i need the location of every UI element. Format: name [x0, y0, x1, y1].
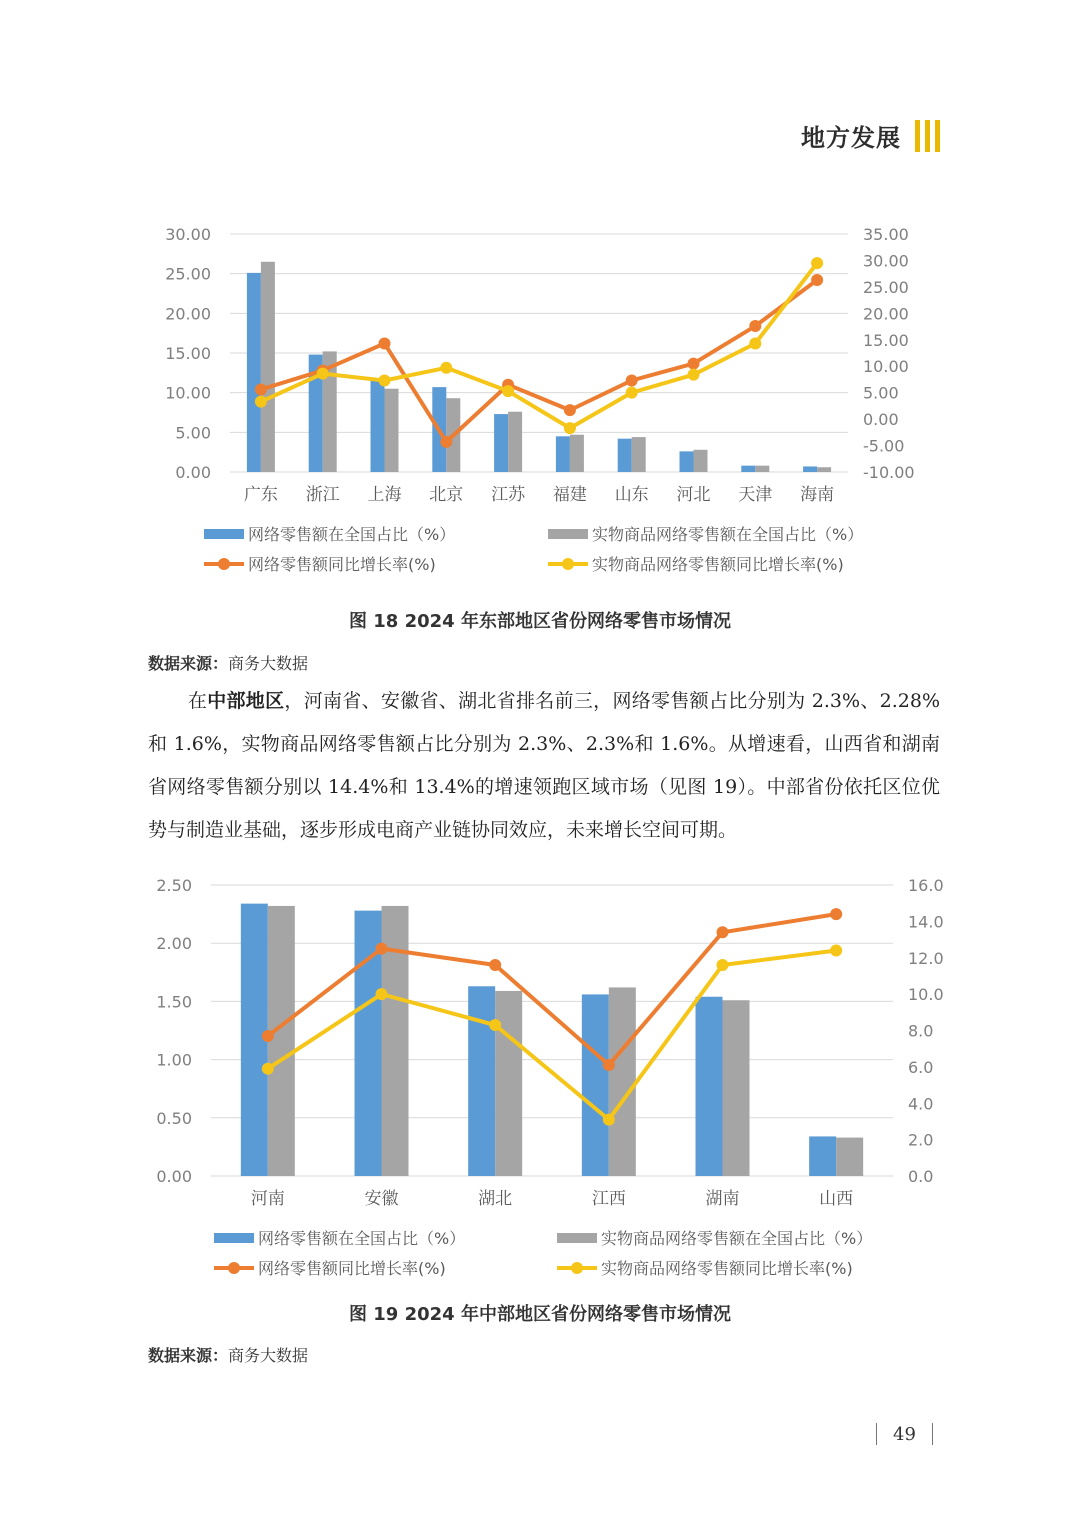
point-physical-goods-growth: [564, 422, 576, 434]
legend-swatch-marker: [571, 1262, 583, 1274]
line-online-retail-growth: [268, 914, 836, 1065]
bar-physical-goods-share: [694, 450, 708, 472]
line-physical-goods-growth: [261, 263, 817, 428]
bar-physical-goods-share: [632, 437, 646, 472]
bar-online-retail-share: [494, 414, 508, 472]
legend-label: 实物商品网络零售额同比增长率(%): [601, 1259, 853, 1278]
legend-label: 实物商品网络零售额在全国占比（%）: [592, 525, 864, 544]
point-physical-goods-growth: [717, 959, 729, 971]
point-physical-goods-growth: [376, 988, 388, 1000]
point-online-retail-growth: [830, 908, 842, 920]
bar-physical-goods-share: [723, 1000, 750, 1176]
y-left-tick-label: 0.50: [156, 1108, 192, 1128]
y-right-tick-label: -10.00: [863, 463, 915, 482]
x-category-label: 广东: [243, 485, 278, 505]
point-online-retail-growth: [626, 375, 638, 387]
point-online-retail-growth: [717, 926, 729, 938]
legend-swatch-marker: [218, 558, 230, 570]
page-number-value: 49: [893, 1423, 916, 1445]
bar-online-retail-share: [468, 986, 495, 1176]
bar-online-retail-share: [809, 1136, 836, 1176]
x-category-label: 海南: [800, 485, 835, 505]
point-physical-goods-growth: [440, 362, 452, 374]
data-source-label: 数据来源：: [148, 1346, 229, 1365]
legend-swatch: [557, 1233, 597, 1243]
y-right-tick-label: 10.0: [908, 985, 944, 1005]
bar-online-retail-share: [371, 381, 385, 472]
x-category-label: 北京: [429, 485, 464, 505]
bar-physical-goods-share: [261, 262, 275, 472]
point-online-retail-growth: [255, 383, 267, 395]
bar-online-retail-share: [803, 466, 817, 472]
point-online-retail-growth: [440, 436, 452, 448]
x-category-label: 江西: [591, 1189, 626, 1209]
legend-label: 网络零售额同比增长率(%): [248, 555, 436, 574]
page-number-divider-left: [876, 1423, 877, 1445]
y-right-tick-label: 20.00: [863, 304, 909, 324]
bar-physical-goods-share: [268, 906, 295, 1176]
x-category-label: 湖南: [705, 1189, 740, 1209]
x-category-label: 浙江: [305, 485, 340, 505]
y-right-tick-label: 10.00: [863, 357, 909, 377]
y-right-tick-label: -5.00: [863, 436, 905, 456]
bar-online-retail-share: [741, 466, 755, 472]
bar-physical-goods-share: [836, 1138, 863, 1176]
chart-central-svg: [0, 868, 1080, 1293]
point-online-retail-growth: [811, 274, 823, 286]
x-category-label: 湖北: [478, 1189, 513, 1209]
bar-online-retail-share: [556, 436, 570, 472]
legend-label: 网络零售额在全国占比（%）: [258, 1229, 466, 1248]
bar-online-retail-share: [618, 439, 632, 472]
legend-label: 实物商品网络零售额同比增长率(%): [592, 555, 844, 574]
y-left-tick-label: 25.00: [165, 264, 211, 284]
x-category-label: 上海: [367, 485, 402, 505]
y-left-tick-label: 0.00: [175, 463, 211, 482]
y-left-tick-label: 20.00: [165, 304, 211, 324]
point-online-retail-growth: [749, 320, 761, 332]
x-category-label: 河北: [676, 485, 711, 505]
point-online-retail-growth: [489, 959, 501, 971]
y-left-tick-label: 30.00: [165, 225, 211, 244]
y-right-tick-label: 0.0: [908, 1167, 934, 1186]
y-right-tick-label: 0.00: [863, 410, 899, 430]
data-source-value: 商务大数据: [228, 654, 309, 673]
y-left-tick-label: 5.00: [175, 423, 211, 443]
point-online-retail-growth: [603, 1059, 615, 1071]
y-right-tick-label: 4.0: [908, 1094, 934, 1114]
paragraph-rest: ，河南省、安徽省、湖北省排名前三，网络零售额占比分别为 2.3%、2.28%和 1.6%，实物商品网络零售额占比分别为 2.3%、2.3%和 1.6%。从增速看，山西省和湖南省网络零售额分别以 14.4%和 13.4%的增速领跑区域市场（见图 19）。中部省份依托区位优势与制造业基础，逐步形成电商产业链协同效应，未来增长空间可期。: [148, 690, 940, 841]
point-online-retail-growth: [376, 943, 388, 955]
chart-eastern-provinces: [0, 210, 1080, 604]
bar-physical-goods-share: [385, 389, 399, 472]
legend-label: 网络零售额同比增长率(%): [258, 1259, 446, 1278]
figure-18-caption: 图 18 2024 年东部地区省份网络零售市场情况: [349, 611, 731, 632]
point-physical-goods-growth: [688, 369, 700, 381]
x-category-label: 安徽: [364, 1189, 399, 1209]
point-physical-goods-growth: [811, 257, 823, 269]
paragraph-lead: 在: [187, 690, 208, 712]
bar-online-retail-share: [680, 451, 694, 472]
section-header: [801, 118, 940, 153]
y-right-tick-label: 16.0: [908, 876, 944, 895]
point-physical-goods-growth: [317, 368, 329, 380]
point-physical-goods-growth: [603, 1114, 615, 1126]
point-online-retail-growth: [262, 1030, 274, 1042]
y-left-tick-label: 2.00: [156, 934, 192, 954]
point-physical-goods-growth: [489, 1019, 501, 1031]
point-physical-goods-growth: [626, 387, 638, 399]
y-right-tick-label: 15.00: [863, 330, 909, 350]
x-category-label: 江苏: [491, 485, 526, 505]
data-source-value: 商务大数据: [228, 1346, 309, 1365]
y-right-tick-label: 6.0: [908, 1057, 934, 1077]
bar-physical-goods-share: [495, 991, 522, 1176]
data-source-18: [148, 651, 308, 674]
page-number-divider-right: [932, 1423, 933, 1445]
paragraph-bold: 中部地区: [207, 690, 285, 712]
body-paragraph: [148, 680, 940, 852]
y-left-tick-label: 0.00: [156, 1167, 192, 1186]
y-left-tick-label: 15.00: [165, 344, 211, 363]
bar-physical-goods-share: [570, 435, 584, 472]
y-right-tick-label: 5.00: [863, 383, 899, 403]
data-source-19: [148, 1343, 308, 1366]
x-category-label: 福建: [552, 485, 587, 505]
x-category-label: 山西: [819, 1189, 854, 1209]
line-online-retail-growth: [261, 280, 817, 442]
point-online-retail-growth: [688, 358, 700, 370]
y-left-tick-label: 1.50: [156, 992, 192, 1012]
bar-physical-goods-share: [508, 412, 522, 472]
bar-physical-goods-share: [755, 466, 769, 472]
point-physical-goods-growth: [255, 396, 267, 408]
point-online-retail-growth: [564, 404, 576, 416]
figure-19-caption: 图 19 2024 年中部地区省份网络零售市场情况: [349, 1304, 731, 1325]
y-right-tick-label: 8.0: [908, 1021, 934, 1041]
data-source-label: 数据来源：: [148, 654, 229, 673]
x-category-label: 山东: [614, 485, 649, 505]
line-physical-goods-growth: [268, 950, 836, 1119]
y-left-tick-label: 10.00: [165, 383, 211, 403]
x-category-label: 河南: [250, 1189, 285, 1209]
y-right-tick-label: 2.0: [908, 1130, 934, 1150]
bar-physical-goods-share: [609, 987, 636, 1176]
bar-physical-goods-share: [817, 467, 831, 472]
chart-eastern-svg: [0, 210, 1080, 600]
legend-swatch-marker: [228, 1262, 240, 1274]
legend-swatch-marker: [562, 558, 574, 570]
y-left-tick-label: 2.50: [156, 876, 192, 895]
y-left-tick-label: 1.00: [156, 1050, 192, 1070]
y-right-tick-label: 25.00: [863, 277, 909, 297]
y-right-tick-label: 14.0: [908, 912, 944, 932]
page-number: [876, 1423, 933, 1445]
point-online-retail-growth: [379, 337, 391, 349]
point-physical-goods-growth: [379, 375, 391, 387]
section-bars-icon: [915, 120, 940, 152]
legend-label: 网络零售额在全国占比（%）: [248, 525, 456, 544]
chart-central-provinces: [0, 868, 1080, 1297]
point-physical-goods-growth: [830, 944, 842, 956]
legend-label: 实物商品网络零售额在全国占比（%）: [601, 1229, 873, 1248]
point-physical-goods-growth: [502, 385, 514, 397]
legend-swatch: [548, 529, 588, 539]
section-title: 地方发展: [801, 124, 901, 152]
point-physical-goods-growth: [262, 1063, 274, 1075]
y-right-tick-label: 35.00: [863, 225, 909, 244]
x-category-label: 天津: [738, 485, 773, 505]
legend-swatch: [214, 1233, 254, 1243]
y-right-tick-label: 12.0: [908, 948, 944, 968]
bar-online-retail-share: [582, 994, 609, 1176]
bar-online-retail-share: [696, 997, 723, 1176]
legend-swatch: [204, 529, 244, 539]
point-physical-goods-growth: [749, 337, 761, 349]
y-right-tick-label: 30.00: [863, 251, 909, 271]
bar-online-retail-share: [247, 273, 261, 472]
